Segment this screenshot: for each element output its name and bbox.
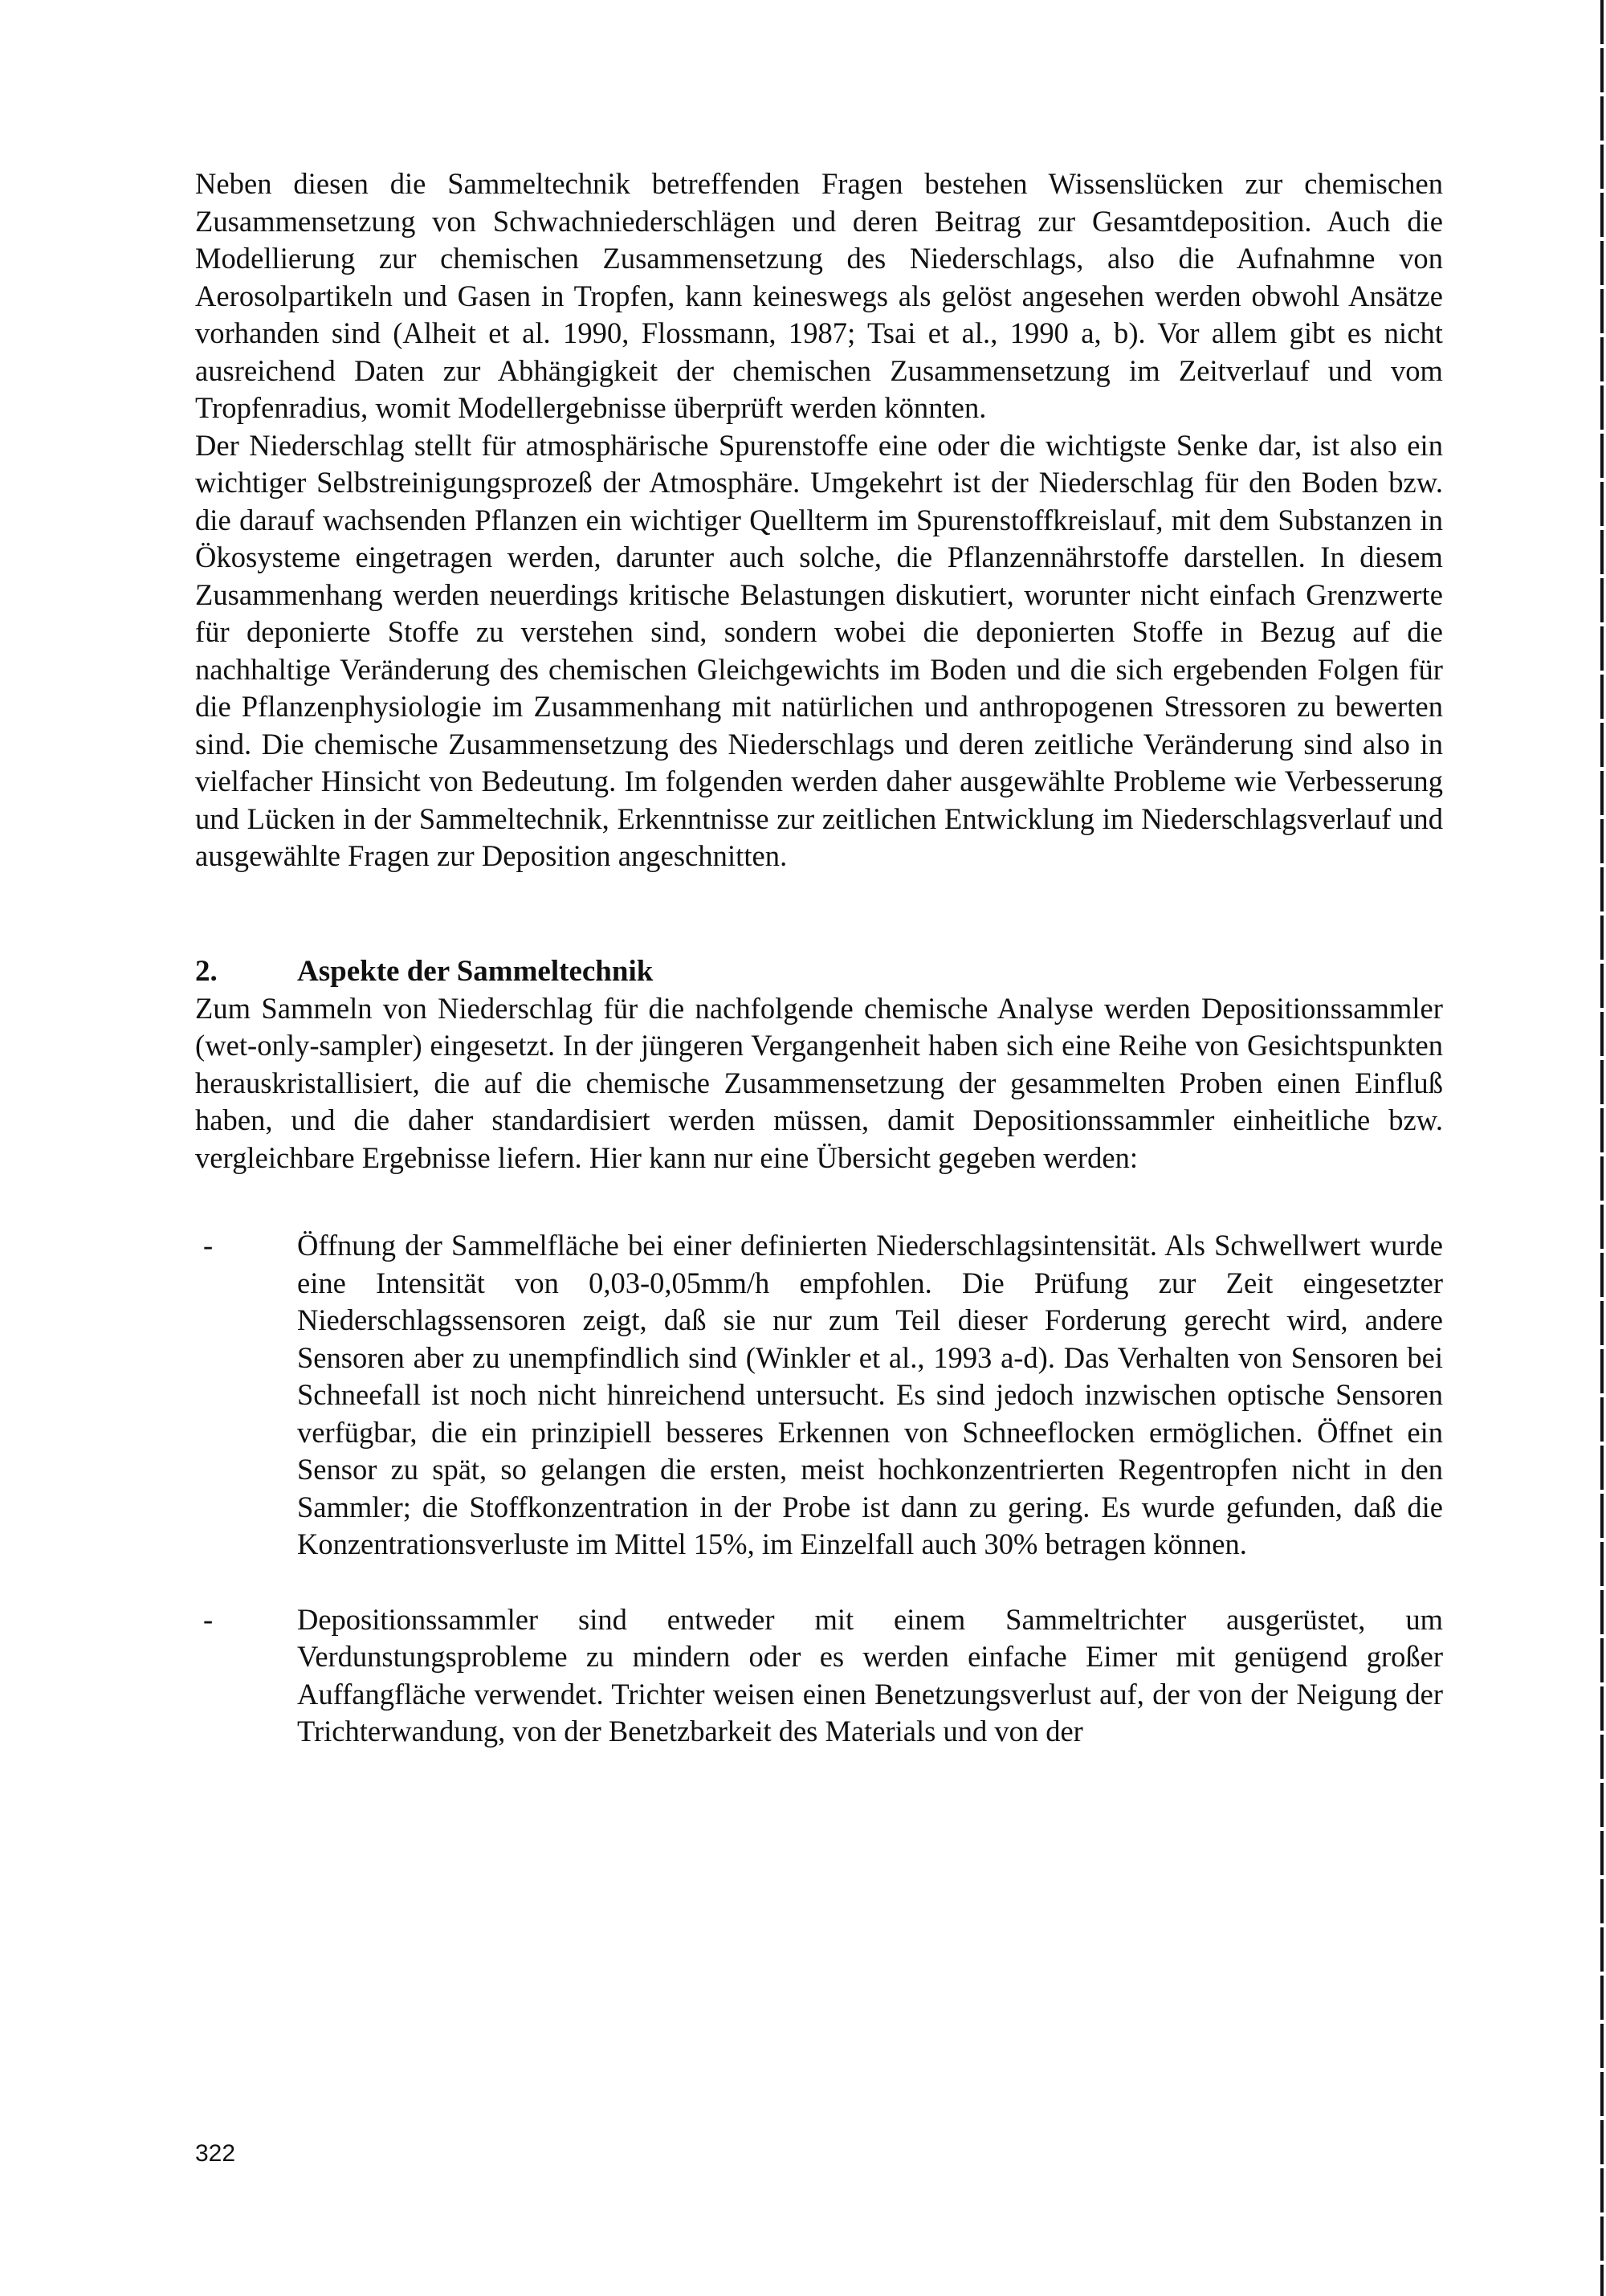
dash-bullet-icon: -	[203, 1602, 214, 1636]
page-number: 322	[195, 2140, 236, 2167]
paragraph-sampler-intro: Zum Sammeln von Niederschlag für die nachfolgende chemische Analyse werden Depositionssammler (wet-only-sampler) eingesetzt. In der jüngeren Vergangenheit haben sich eine Reihe von Gesichtspunkten herauskristallisiert, die auf die chemische Zusammensetzung der gesammelten Proben einen Einfluß haben, und die daher standardisiert werden müssen, damit Depositionssammler einheitliche bzw. vergleichbare Ergebnisse liefern. Hier kann nur eine Übersicht gegeben werden:	[195, 991, 1443, 1174]
paragraph-knowledge-gaps: Neben diesen die Sammeltechnik betreffenden Fragen bestehen Wissenslücken zur chemischen Zusammensetzung von Schwachniederschlägen und deren Beitrag zur Gesamtdeposition. Auch die Modellierung zur chemischen Zusammensetzung des Niederschlags, also die Aufnahmne von Aerosolpartikeln und Gasen in Tropfen, kann keineswegs als gelöst angesehen werden obwohl Ansätze vorhanden sind (Alheit et al. 1990, Flossmann, 1987; Tsai et al., 1990 a, b). Vor allem gibt es nicht ausreichend Daten zur Abhängigkeit der chemischen Zusammensetzung im Zeitverlauf und vom Tropfenradius, womit Modellergebnisse überprüft werden könnten.	[195, 167, 1443, 424]
dash-bullet-icon: -	[203, 1229, 214, 1262]
document-body	[195, 165, 1443, 1751]
section-title: Aspekte der Sammeltechnik	[297, 954, 654, 988]
list-item-text: Öffnung der Sammelfläche bei einer definierten Niederschlagsintensität. Als Schwellwert wurde eine Intensität von 0,03-0,05mm/h empfohlen. Die Prüfung zur Zeit eingesetzter Niederschlagssensoren zeigt, daß sie nur zum Teil dieser Forderung gerecht wird, andere Sensoren aber zu unempfindlich sind (Winkler et al., 1993 a-d). Das Verhalten von Sensoren bei Schneefall ist noch nicht hinreichend untersucht. Es sind jedoch inzwischen optische Sensoren verfügbar, die ein prinzipiell besseres Erkennen von Schneeflocken ermöglichen. Öffnet ein Sensor zu spät, so gelangen die ersten, meist hochkonzentrierten Regentropfen nicht in den Sammler; die Stoffkonzentration in der Probe ist dann zu gering. Es wurde gefunden, daß die Konzentrationsverluste im Mittel 15%, im Einzelfall auch 30% betragen können.	[297, 1229, 1443, 1560]
list-item	[195, 1227, 1443, 1564]
section-heading	[195, 953, 1443, 990]
list-item	[195, 1601, 1443, 1751]
section-number: 2.	[195, 954, 218, 988]
list-item-text: Depositionssammler sind entweder mit einem Sammeltrichter ausgerüstet, um Verdunstungsprobleme zu mindern oder es werden einfache Eimer mit genügend großer Auffangfläche verwendet. Trichter weisen einen Benetzungsverlust auf, der von der Neigung der Trichterwandung, von der Benetzbarkeit des Materials und von der	[297, 1602, 1443, 1747]
bullet-list	[195, 1227, 1443, 1751]
scan-page-edge	[1600, 0, 1604, 2296]
paragraph-precipitation-role: Der Niederschlag stellt für atmosphärische Spurenstoffe eine oder die wichtigste Senke dar, ist also ein wichtiger Selbstreinigungsprozeß der Atmosphäre. Umgekehrt ist der Niederschlag für den Boden bzw. die darauf wachsenden Pflanzen ein wichtiger Quellterm im Spurenstoffkreislauf, mit dem Substanzen in Ökosysteme eingetragen werden, darunter auch solche, die Pflanzennährstoffe darstellen. In diesem Zusammenhang werden neuerdings kritische Belastungen diskutiert, worunter nicht einfach Grenzwerte für deponierte Stoffe zu verstehen sind, sondern wobei die deponierten Stoffe in Bezug auf die nachhaltige Veränderung des chemischen Gleichgewichts im Boden und die sich ergebenden Folgen für die Pflanzenphysiologie im Zusammenhang mit natürlichen und anthropogenen Stressoren zu bewerten sind. Die chemische Zusammensetzung des Niederschlags und deren zeitliche Veränderung sind also in vielfacher Hinsicht von Bedeutung. Im folgenden werden daher ausgewählte Probleme wie Verbesserung und Lücken in der Sammeltechnik, Erkenntnisse zur zeitlichen Entwicklung im Niederschlagsverlauf und ausgewählte Fragen zur Deposition angeschnitten.	[195, 428, 1443, 872]
